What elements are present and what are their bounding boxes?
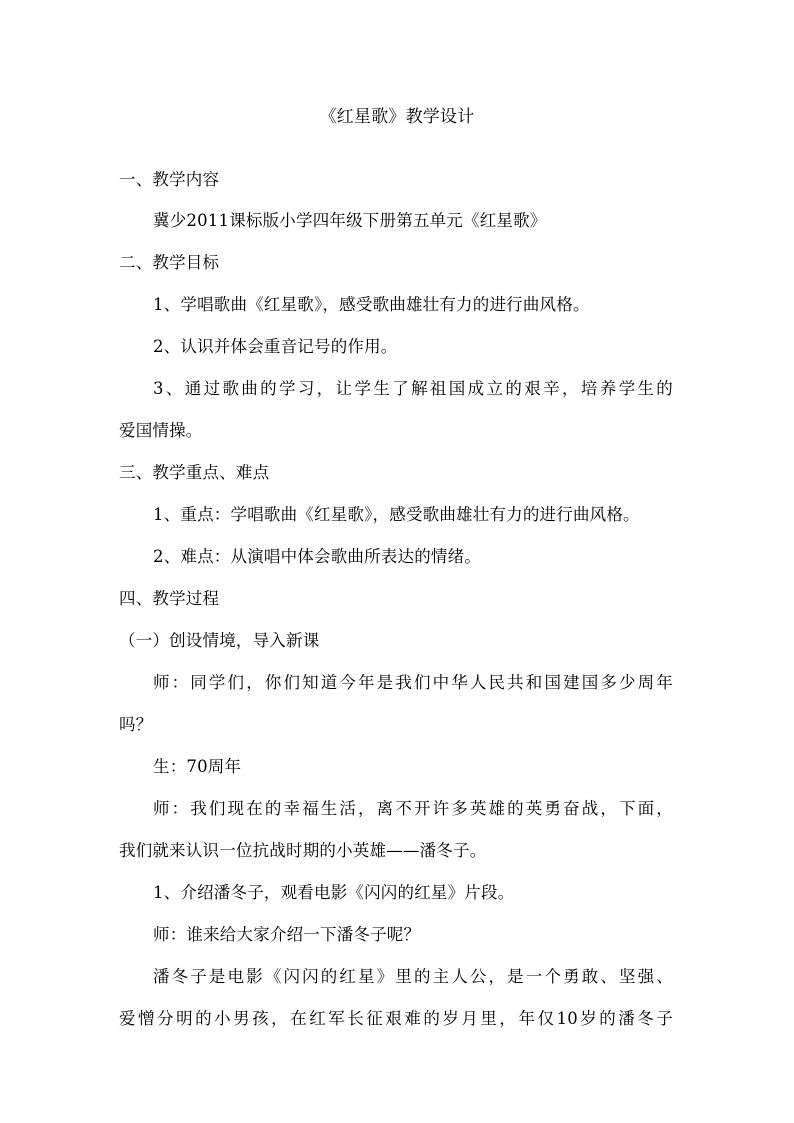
paragraph-line: 1、学唱歌曲《红星歌》，感受歌曲雄壮有力的进行曲风格。 bbox=[153, 295, 590, 314]
document-title: 《红星歌》教学设计 bbox=[319, 107, 475, 127]
paragraph-line: 2、认识并体会重音记号的作用。 bbox=[153, 337, 398, 356]
paragraph-line: 爱国情操。 bbox=[119, 421, 203, 440]
paragraph-line: 师：同学们，你们知道今年是我们中华人民共和国建国多少周年 bbox=[153, 673, 673, 692]
section-heading-objectives: 二、教学目标 bbox=[119, 253, 220, 272]
section-heading-process: 四、教学过程 bbox=[119, 589, 220, 608]
paragraph-line: 2、难点：从演唱中体会歌曲所表达的情绪。 bbox=[153, 547, 481, 566]
paragraph-line: 爱憎分明的小男孩，在红军长征艰难的岁月里，年仅10岁的潘冬子 bbox=[119, 1009, 673, 1028]
subsection-heading: （一）创设情境，导入新课 bbox=[119, 631, 320, 650]
paragraph-line: 潘冬子是电影《闪闪的红星》里的主人公，是一个勇敢、坚强、 bbox=[153, 967, 673, 986]
paragraph-line: 吗？ bbox=[119, 715, 153, 734]
paragraph-line: 1、重点：学唱歌曲《红星歌》，感受歌曲雄壮有力的进行曲风格。 bbox=[153, 505, 640, 524]
section-heading-content: 一、教学内容 bbox=[119, 170, 220, 189]
paragraph-line: 我们就来认识一位抗战时期的小英雄——潘冬子。 bbox=[119, 841, 487, 860]
paragraph-line: 3、通过歌曲的学习，让学生了解祖国成立的艰辛，培养学生的 bbox=[153, 379, 673, 398]
paragraph-line: 冀少2011课标版小学四年级下册第五单元《红星歌》 bbox=[153, 211, 547, 230]
paragraph-line: 生：70周年 bbox=[153, 757, 242, 776]
section-heading-key-points: 三、教学重点、难点 bbox=[119, 463, 270, 482]
paragraph-line: 1、介绍潘冬子，观看电影《闪闪的红星》片段。 bbox=[153, 883, 515, 902]
paragraph-line: 师：谁来给大家介绍一下潘冬子呢？ bbox=[153, 925, 421, 944]
paragraph-line: 师：我们现在的幸福生活，离不开许多英雄的英勇奋战，下面， bbox=[153, 799, 673, 818]
